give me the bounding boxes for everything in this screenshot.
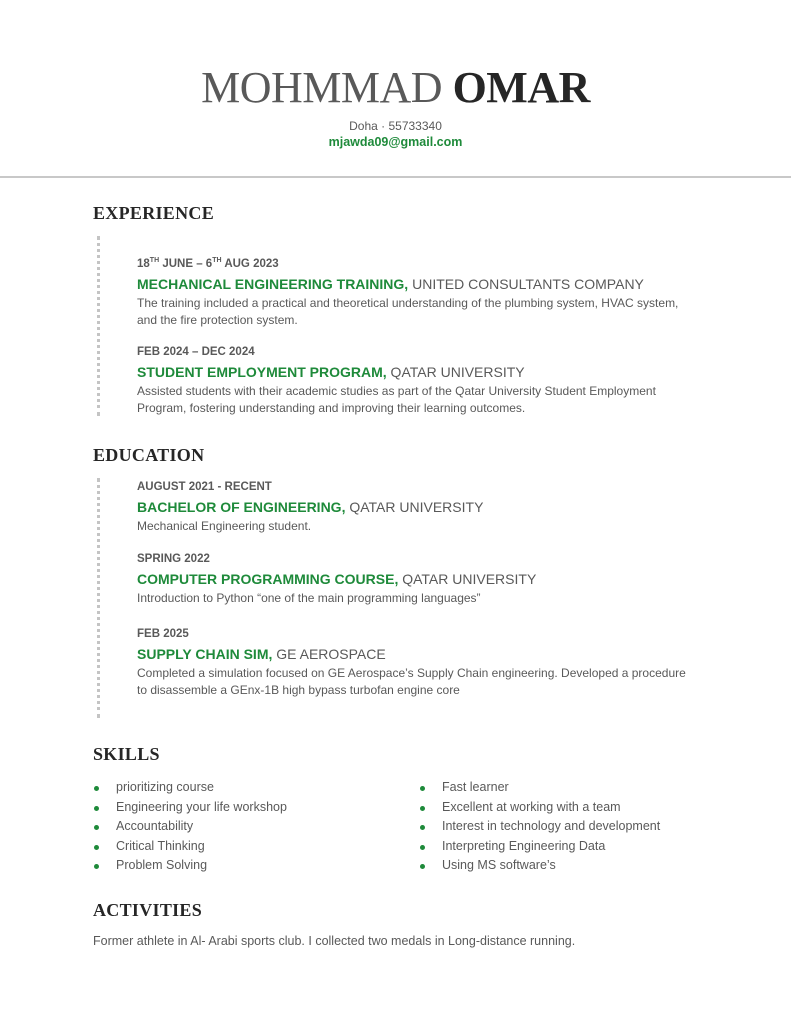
entry-title: STUDENT EMPLOYMENT PROGRAM, xyxy=(137,364,387,380)
entry-description: Assisted students with their academic studies as part of the Qatar University Student Employment Program, fostering understanding and improving their learning outcomes. xyxy=(137,384,656,415)
skills-list-right xyxy=(420,778,660,876)
email-link[interactable]: mjawda09@gmail.com xyxy=(328,135,463,149)
bullet-icon xyxy=(94,825,99,830)
last-name: OMAR xyxy=(452,63,590,112)
skill-item: Fast learner xyxy=(420,778,660,798)
skill-item: Engineering your life workshop xyxy=(94,798,287,818)
skill-item: Accountability xyxy=(94,817,287,837)
bullet-icon xyxy=(94,864,99,869)
entry-description: The training included a practical and theoretical understanding of the plumbing system, HVAC system, and the fire protection system. xyxy=(137,295,679,327)
resume-header xyxy=(0,60,791,151)
skill-item: Interpreting Engineering Data xyxy=(420,837,660,857)
header-divider xyxy=(0,176,791,178)
education-entry xyxy=(137,480,697,535)
experience-entry xyxy=(137,253,697,329)
experience-entry xyxy=(137,345,697,417)
full-name xyxy=(0,60,791,116)
activities-text: Former athlete in Al- Arabi sports club. I collected two medals in Long-distance running. xyxy=(93,934,576,948)
skill-item: Critical Thinking xyxy=(94,837,287,857)
bullet-icon xyxy=(420,845,425,850)
bullet-icon xyxy=(94,786,99,791)
skill-item: Problem Solving xyxy=(94,856,287,876)
entry-role xyxy=(137,644,697,664)
education-entry xyxy=(137,552,697,607)
bullet-icon xyxy=(420,864,425,869)
education-heading: EDUCATION xyxy=(93,445,205,465)
bullet-icon xyxy=(420,825,425,830)
entry-date: FEB 2024 – DEC 2024 xyxy=(137,346,255,358)
phone: 55733340 xyxy=(388,119,442,133)
entry-description: Introduction to Python “one of the main programming languages” xyxy=(137,591,481,605)
entry-title: SUPPLY CHAIN SIM, xyxy=(137,646,273,662)
entry-date: SPRING 2022 xyxy=(137,553,210,565)
education-timeline-dots xyxy=(97,478,100,718)
entry-date: FEB 2025 xyxy=(137,628,189,640)
entry-role xyxy=(137,569,697,589)
first-name: MOHMMAD xyxy=(201,63,443,112)
entry-date: AUGUST 2021 - RECENT xyxy=(137,481,272,493)
location: Doha xyxy=(349,119,378,133)
entry-org: QATAR UNIVERSITY xyxy=(398,571,537,587)
entry-org: GE AEROSPACE xyxy=(272,646,386,662)
bullet-icon xyxy=(94,806,99,811)
entry-description: Completed a simulation focused on GE Aerospace’s Supply Chain engineering. Developed a procedure to disassemble a GEnx-1B high bypass turbofan engine core xyxy=(137,666,686,697)
contact-line xyxy=(0,118,791,134)
bullet-icon xyxy=(420,806,425,811)
experience-heading: EXPERIENCE xyxy=(93,203,215,223)
bullet-icon xyxy=(420,786,425,791)
entry-description: Mechanical Engineering student. xyxy=(137,519,312,533)
contact-separator: · xyxy=(381,119,386,133)
skills-heading: SKILLS xyxy=(93,744,160,764)
skills-list-left xyxy=(94,778,287,876)
entry-role xyxy=(137,274,697,294)
education-entry xyxy=(137,627,697,699)
activities-heading: ACTIVITIES xyxy=(93,900,203,920)
skill-item: Interest in technology and development xyxy=(420,817,660,837)
entry-title: BACHELOR OF ENGINEERING, xyxy=(137,499,346,515)
entry-org: UNITED CONSULTANTS COMPANY xyxy=(408,275,644,292)
entry-title: COMPUTER PROGRAMMING COURSE, xyxy=(137,571,399,587)
entry-date: 18TH JUNE – 6TH AUG 2023 xyxy=(137,257,279,270)
skill-item: prioritizing course xyxy=(94,778,287,798)
entry-title: MECHANICAL ENGINEERING TRAINING, xyxy=(137,275,409,292)
bullet-icon xyxy=(94,845,99,850)
skill-item: Excellent at working with a team xyxy=(420,798,660,818)
entry-org: QATAR UNIVERSITY xyxy=(386,364,525,380)
entry-role xyxy=(137,497,697,517)
entry-role xyxy=(137,362,697,382)
skill-item: Using MS software’s xyxy=(420,856,660,876)
experience-timeline-dots xyxy=(97,236,100,416)
entry-org: QATAR UNIVERSITY xyxy=(345,499,484,515)
